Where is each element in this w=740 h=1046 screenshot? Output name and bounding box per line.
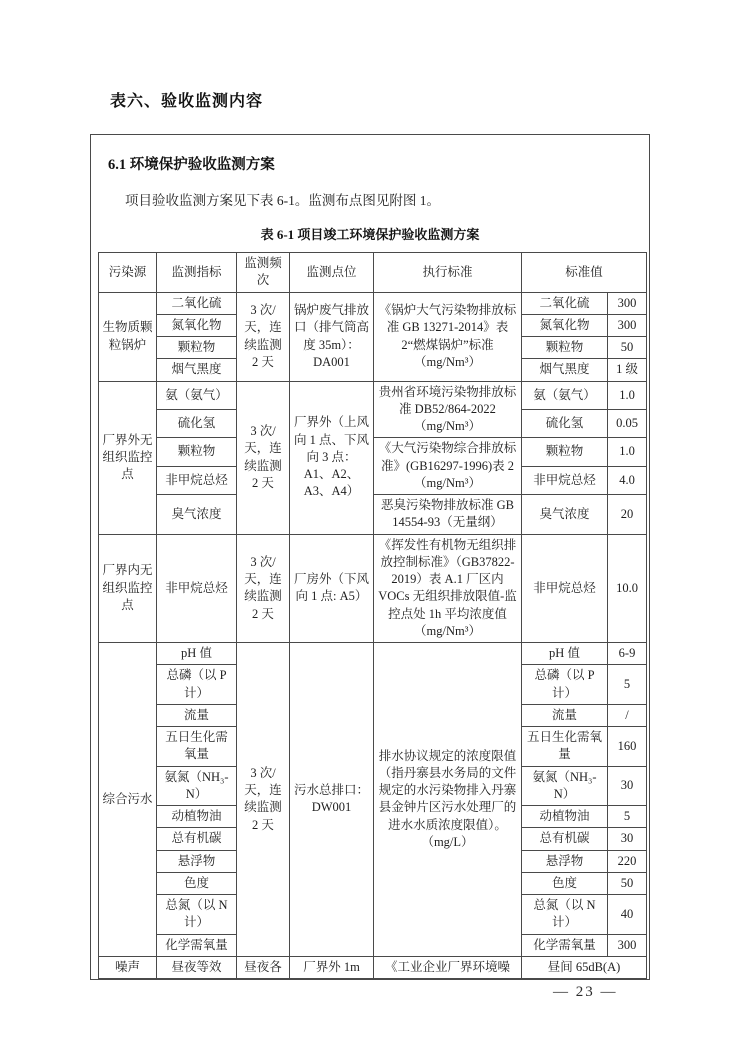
indicator-cell: 流量	[157, 704, 237, 726]
indicator-cell: 昼夜等效	[157, 956, 237, 978]
limit-value-cell: 1.0	[608, 381, 647, 409]
limit-name-cell: 非甲烷总烃	[522, 534, 608, 643]
limit-name-cell: 五日生化需氧量	[522, 727, 608, 767]
limit-value-cell: 30	[608, 766, 647, 806]
indicator-cell: 氮氧化物	[157, 314, 237, 336]
limit-name-cell: 流量	[522, 704, 608, 726]
table-caption: 表 6-1 项目竣工环境保护验收监测方案	[260, 227, 480, 242]
limit-value-cell: 40	[608, 895, 647, 935]
limit-value-cell: 4.0	[608, 466, 647, 494]
standard-cell: 《锅炉大气污染物排放标准 GB 13271-2014》表 2“燃煤锅炉”标准（mg/Nm³）	[374, 292, 522, 381]
standard-cell: 贵州省环境污染物排放标准 DB52/864-2022（mg/Nm³）	[374, 381, 522, 438]
indicator-cell: 总磷（以 P 计）	[157, 665, 237, 705]
indicator-cell: 非甲烷总烃	[157, 466, 237, 494]
limit-value-cell: 20	[608, 495, 647, 535]
limit-name-cell: 颗粒物	[522, 337, 608, 359]
limit-value-cell: 50	[608, 872, 647, 894]
limit-value-cell: 220	[608, 850, 647, 872]
standard-cell: 《挥发性有机物无组织排放控制标准》（GB37822-2019）表 A.1 厂区内 VOCs 无组织排放限值-监控点处 1h 平均浓度值（mg/Nm³）	[374, 534, 522, 643]
indicator-cell: 化学需氧量	[157, 934, 237, 956]
standard-cell: 《大气污染物综合排放标准》(GB16297-1996)表 2（mg/Nm³）	[374, 438, 522, 495]
frequency-cell: 昼夜各	[237, 956, 290, 978]
source-noise: 噪声	[99, 956, 157, 978]
limit-name-cell: 总有机碳	[522, 828, 608, 850]
limit-name-cell: 化学需氧量	[522, 934, 608, 956]
table-row	[99, 956, 647, 978]
limit-value-cell: 1.0	[608, 438, 647, 466]
limit-name-cell: 颗粒物	[522, 438, 608, 466]
limit-value-cell: 5	[608, 806, 647, 828]
limit-name-cell: 色度	[522, 872, 608, 894]
standard-cell: 排水协议规定的浓度限值（指丹寨县水务局的文件规定的水污染物排入丹寨县金钟片区污水处理厂的进水水质浓度限值）。（mg/L）	[374, 643, 522, 957]
frequency-cell: 3 次/天，连续监测 2 天	[237, 381, 290, 534]
page-number: — 23 —	[553, 984, 618, 1000]
indicator-cell: 色度	[157, 872, 237, 894]
header-limit: 标准值	[522, 253, 647, 293]
content-frame	[90, 134, 650, 980]
indicator-cell: 悬浮物	[157, 850, 237, 872]
frequency-cell: 3 次/天，连续监测 2 天	[237, 643, 290, 957]
table-row	[99, 534, 647, 643]
header-standard: 执行标准	[374, 253, 522, 293]
source-fenceline-outside: 厂界外无组织监控点	[99, 381, 157, 534]
limit-value-cell: 300	[608, 314, 647, 336]
limit-value-cell: 300	[608, 292, 647, 314]
limit-value-cell: 30	[608, 828, 647, 850]
indicator-cell: 总氮（以 N 计）	[157, 895, 237, 935]
indicator-cell: 颗粒物	[157, 337, 237, 359]
indicator-cell: 非甲烷总烃	[157, 534, 237, 643]
limit-name-cell: 悬浮物	[522, 850, 608, 872]
frequency-cell: 3 次/天，连续监测 2 天	[237, 292, 290, 381]
limit-value-cell: 1 级	[608, 359, 647, 381]
source-wastewater: 综合污水	[99, 643, 157, 957]
limit-name-cell: 非甲烷总烃	[522, 466, 608, 494]
limit-name-cell: 总磷（以 P 计）	[522, 665, 608, 705]
point-cell: 污水总排口：DW001	[290, 643, 374, 957]
limit-value-cell: 300	[608, 934, 647, 956]
limit-name-cell: 氨氮（NH₃-N）	[522, 766, 608, 806]
table-row	[99, 292, 647, 314]
limit-name-cell: 臭气浓度	[522, 495, 608, 535]
table-row	[99, 381, 647, 409]
point-cell: 厂界外 1m	[290, 956, 374, 978]
source-boiler: 生物质颗粒锅炉	[99, 292, 157, 381]
table-row	[99, 643, 647, 665]
limit-value-cell: /	[608, 704, 647, 726]
limit-value-cell: 6-9	[608, 643, 647, 665]
limit-name-cell: 氮氧化物	[522, 314, 608, 336]
limit-name-cell: 总氮（以 N 计）	[522, 895, 608, 935]
indicator-cell: 二氧化硫	[157, 292, 237, 314]
limit-value-cell: 50	[608, 337, 647, 359]
indicator-cell: 硫化氢	[157, 409, 237, 437]
limit-value-cell: 160	[608, 727, 647, 767]
source-fenceline-inside: 厂界内无组织监控点	[99, 534, 157, 643]
indicator-cell: 氨氮（NH₃-N）	[157, 766, 237, 806]
monitoring-plan-table	[98, 252, 647, 979]
section-heading: 6.1 环境保护验收监测方案	[108, 157, 275, 173]
limit-name-cell: 二氧化硫	[522, 292, 608, 314]
indicator-cell: pH 值	[157, 643, 237, 665]
header-frequency: 监测频次	[237, 253, 290, 293]
indicator-cell: 臭气浓度	[157, 495, 237, 535]
indicator-cell: 动植物油	[157, 806, 237, 828]
limit-value-cell: 0.05	[608, 409, 647, 437]
limit-value-cell: 5	[608, 665, 647, 705]
limit-value-cell: 10.0	[608, 534, 647, 643]
standard-cell: 《工业企业厂界环境噪	[374, 956, 522, 978]
indicator-cell: 总有机碳	[157, 828, 237, 850]
limit-name-cell: 硫化氢	[522, 409, 608, 437]
indicator-cell: 氨（氨气）	[157, 381, 237, 409]
limit-name-cell: 烟气黑度	[522, 359, 608, 381]
point-cell: 锅炉废气排放口（排气筒高度 35m）：DA001	[290, 292, 374, 381]
document-title: 表六、验收监测内容	[110, 93, 264, 110]
limit-value-cell: 昼间 65dB(A)	[522, 956, 647, 978]
header-pollution-source: 污染源	[99, 253, 157, 293]
point-cell: 厂房外（下风向 1 点: A5）	[290, 534, 374, 643]
limit-name-cell: 氨（氨气）	[522, 381, 608, 409]
table-header-row	[99, 253, 647, 293]
point-cell: 厂界外（上风向 1 点、下风向 3 点：A1、A2、A3、A4）	[290, 381, 374, 534]
limit-name-cell: pH 值	[522, 643, 608, 665]
header-indicator: 监测指标	[157, 253, 237, 293]
frequency-cell: 3 次/天，连续监测 2 天	[237, 534, 290, 643]
indicator-cell: 颗粒物	[157, 438, 237, 466]
intro-paragraph: 项目验收监测方案见下表 6-1。监测布点图见附图 1。	[125, 193, 440, 208]
indicator-cell: 五日生化需氧量	[157, 727, 237, 767]
indicator-cell: 烟气黑度	[157, 359, 237, 381]
standard-cell: 恶臭污染物排放标准 GB 14554-93（无量纲）	[374, 495, 522, 535]
limit-name-cell: 动植物油	[522, 806, 608, 828]
header-point: 监测点位	[290, 253, 374, 293]
